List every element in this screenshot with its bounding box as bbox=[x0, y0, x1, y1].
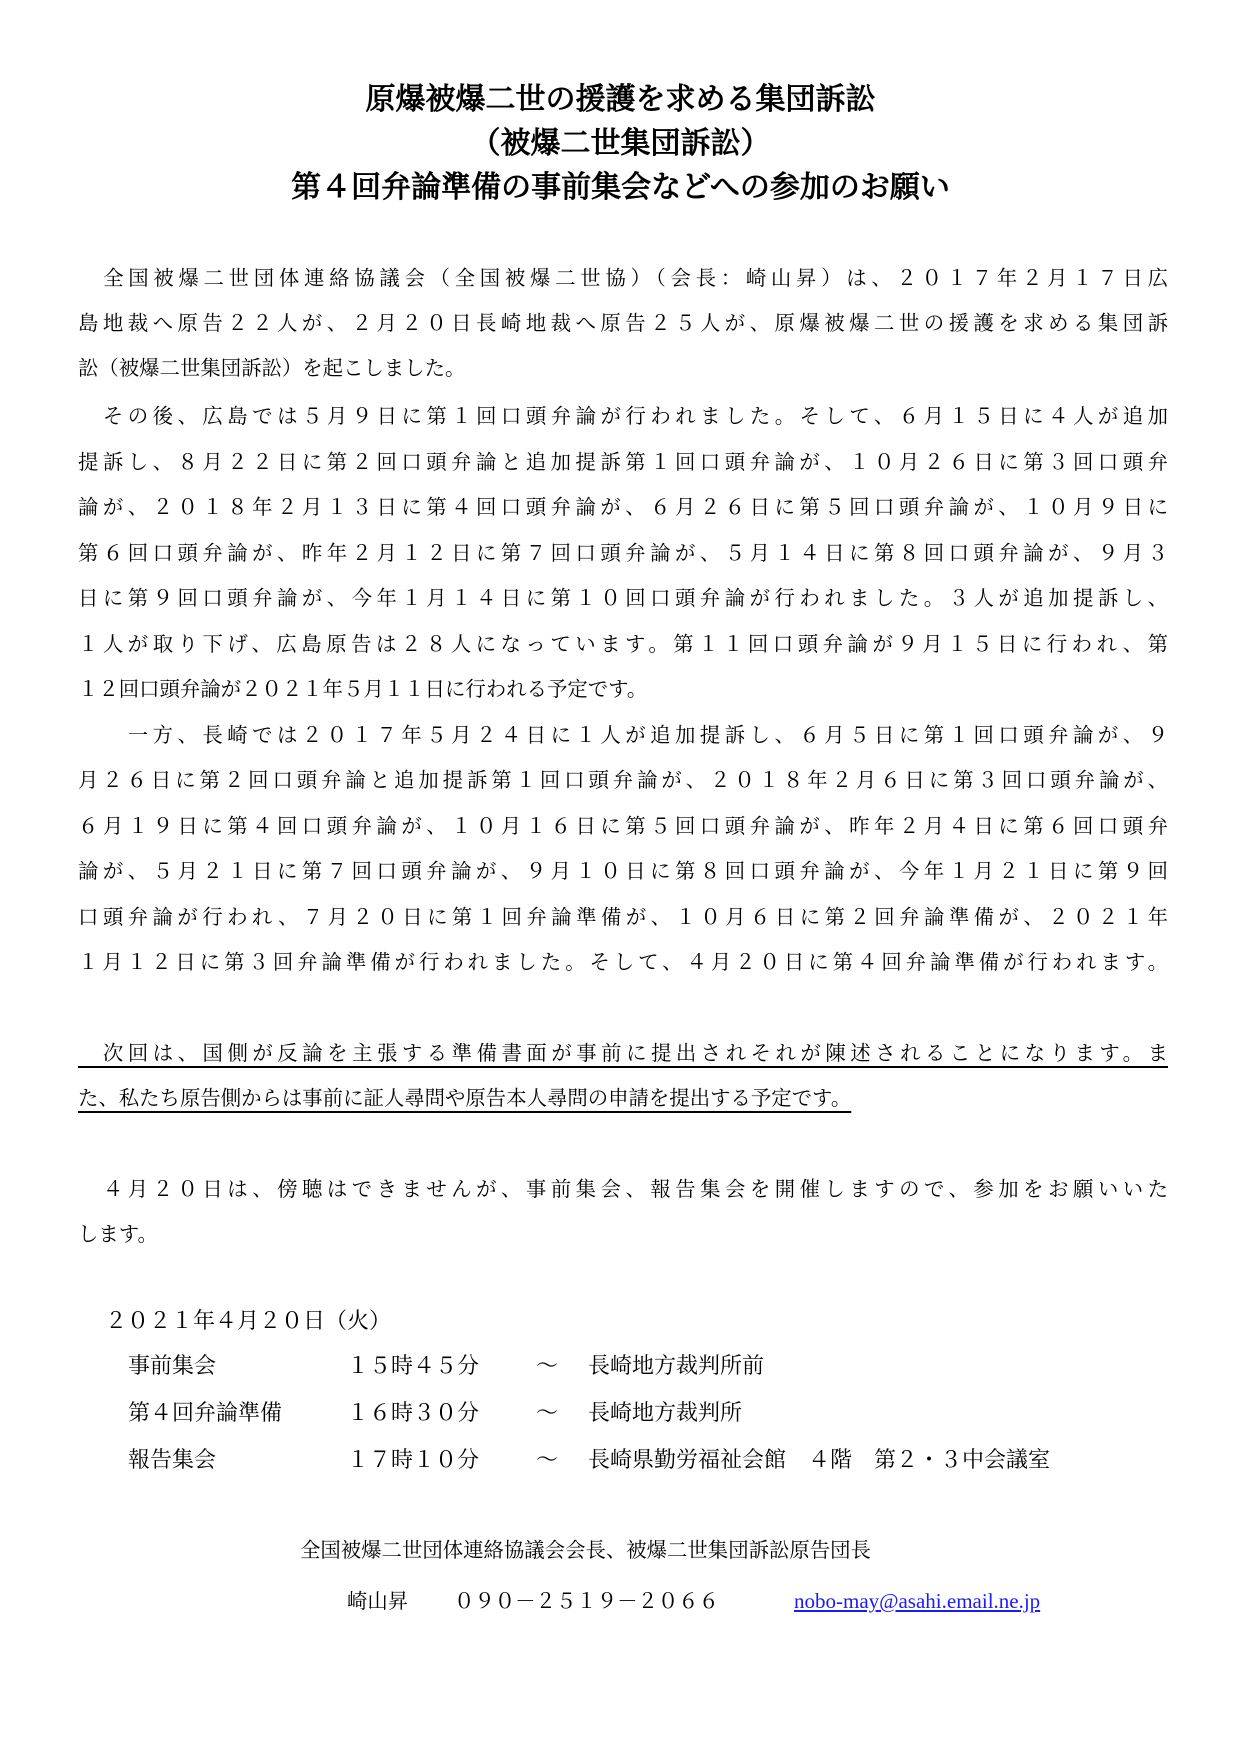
signature-name: 崎山昇 bbox=[347, 1589, 409, 1613]
schedule-tilde: ～ bbox=[536, 1401, 559, 1426]
signature-org: 全国被爆二世団体連絡協議会会長、被爆二世集団訴訟原告団長 bbox=[300, 1538, 871, 1562]
body-line: します。 bbox=[78, 1222, 158, 1246]
body-line: 口頭弁論が行われ、７月２０日に第１回弁論準備が、１０月６日に第２回弁論準備が、２０２１年 bbox=[78, 905, 1168, 929]
schedule-tilde: ～ bbox=[536, 1448, 559, 1473]
body-line: 訟（被爆二世集団訴訟）を起こしました。 bbox=[78, 356, 466, 380]
body-line: ６月１９日に第４回口頭弁論が、１０月１６日に第５回口頭弁論が、昨年２月４日に第６回口頭弁 bbox=[78, 814, 1168, 838]
schedule-place: 長崎地方裁判所 bbox=[588, 1401, 743, 1426]
body-line: １月１２日に第３回弁論準備が行われました。そして、４月２０日に第４回弁論準備が行われます。 bbox=[78, 950, 1168, 974]
title-line-3: 第４回弁論準備の事前集会などへの参加のお願い bbox=[291, 170, 950, 205]
signature-phone: ０９０－２５１９－２０６６ bbox=[454, 1589, 720, 1613]
body-line: 第６回口頭弁論が、昨年２月１２日に第７回口頭弁論が、５月１４日に第８回口頭弁論が、９月３ bbox=[78, 541, 1168, 565]
body-line: 提訴し、８月２２日に第２回口頭弁論と追加提訴第１回口頭弁論が、１０月２６日に第３回口頭弁 bbox=[78, 450, 1168, 474]
body-line: 日に第９回口頭弁論が、今年１月１４日に第１０回口頭弁論が行われました。３人が追加提訴し、 bbox=[78, 586, 1168, 610]
notice-text: 次回は、国側が反論を主張する準備書面が事前に提出されそれが陳述されることになります。ま bbox=[78, 1041, 1168, 1065]
body-line: 月２６日に第２回口頭弁論と追加提訴第１回口頭弁論が、２０１８年２月６日に第３回口頭弁論が、 bbox=[78, 768, 1168, 792]
body-line: 島地裁へ原告２２人が、２月２０日長崎地裁へ原告２５人が、原爆被爆二世の援護を求める集団訴 bbox=[78, 311, 1168, 335]
title-line-1: 原爆被爆二世の援護を求める集団訴訟 bbox=[365, 82, 876, 117]
schedule-date: ２０２１年４月２０日（火） bbox=[105, 1309, 392, 1334]
body-line: 全国被爆二世団体連絡協議会（全国被爆二世協）（会長：崎山昇）は、２０１７年２月１７日広 bbox=[78, 266, 1168, 290]
schedule-label: 事前集会 bbox=[128, 1354, 217, 1379]
schedule-time: １５時４５分 bbox=[347, 1354, 480, 1379]
body-line: １人が取り下げ、広島原告は２８人になっています。第１１回口頭弁論が９月１５日に行われ、第 bbox=[78, 632, 1168, 656]
schedule-time: １６時３０分 bbox=[347, 1401, 480, 1426]
schedule-place: 長崎地方裁判所前 bbox=[588, 1354, 765, 1379]
notice-line bbox=[78, 1037, 1168, 1069]
schedule-time: １７時１０分 bbox=[347, 1448, 480, 1473]
body-line: 一方、長崎では２０１７年５月２４日に１人が追加提訴し、６月５日に第１回口頭弁論が、９ bbox=[78, 723, 1168, 747]
body-line: その後、広島では５月９日に第１回口頭弁論が行われました。そして、６月１５日に４人が追加 bbox=[78, 404, 1168, 428]
schedule-label: 第４回弁論準備 bbox=[128, 1401, 283, 1426]
schedule-place: 長崎県勤労福祉会館 ４階 第２・３中会議室 bbox=[588, 1448, 1051, 1473]
title-line-2: （被爆二世集団訴訟） bbox=[470, 126, 771, 161]
body-line: ４月２０日は、傍聴はできませんが、事前集会、報告集会を開催しますので、参加をお願いいた bbox=[78, 1177, 1168, 1201]
body-line: 論が、５月２１日に第７回口頭弁論が、９月１０日に第８回口頭弁論が、今年１月２１日に第９回 bbox=[78, 859, 1168, 883]
notice-text: た、私たち原告側からは事前に証人尋問や原告本人尋問の申請を提出する予定です。 bbox=[78, 1086, 852, 1110]
signature-contact bbox=[347, 1585, 1041, 1617]
body-line: １２回口頭弁論が２０２１年５月１１日に行われる予定です。 bbox=[78, 677, 648, 701]
notice-line bbox=[78, 1082, 1168, 1114]
email-link[interactable]: nobo-may@asahi.email.ne.jp bbox=[794, 1589, 1041, 1613]
body-line: 論が、２０１８年２月１３日に第４回口頭弁論が、６月２６日に第５回口頭弁論が、１０月９日に bbox=[78, 495, 1168, 519]
schedule-tilde: ～ bbox=[536, 1354, 559, 1379]
schedule-label: 報告集会 bbox=[128, 1448, 217, 1473]
